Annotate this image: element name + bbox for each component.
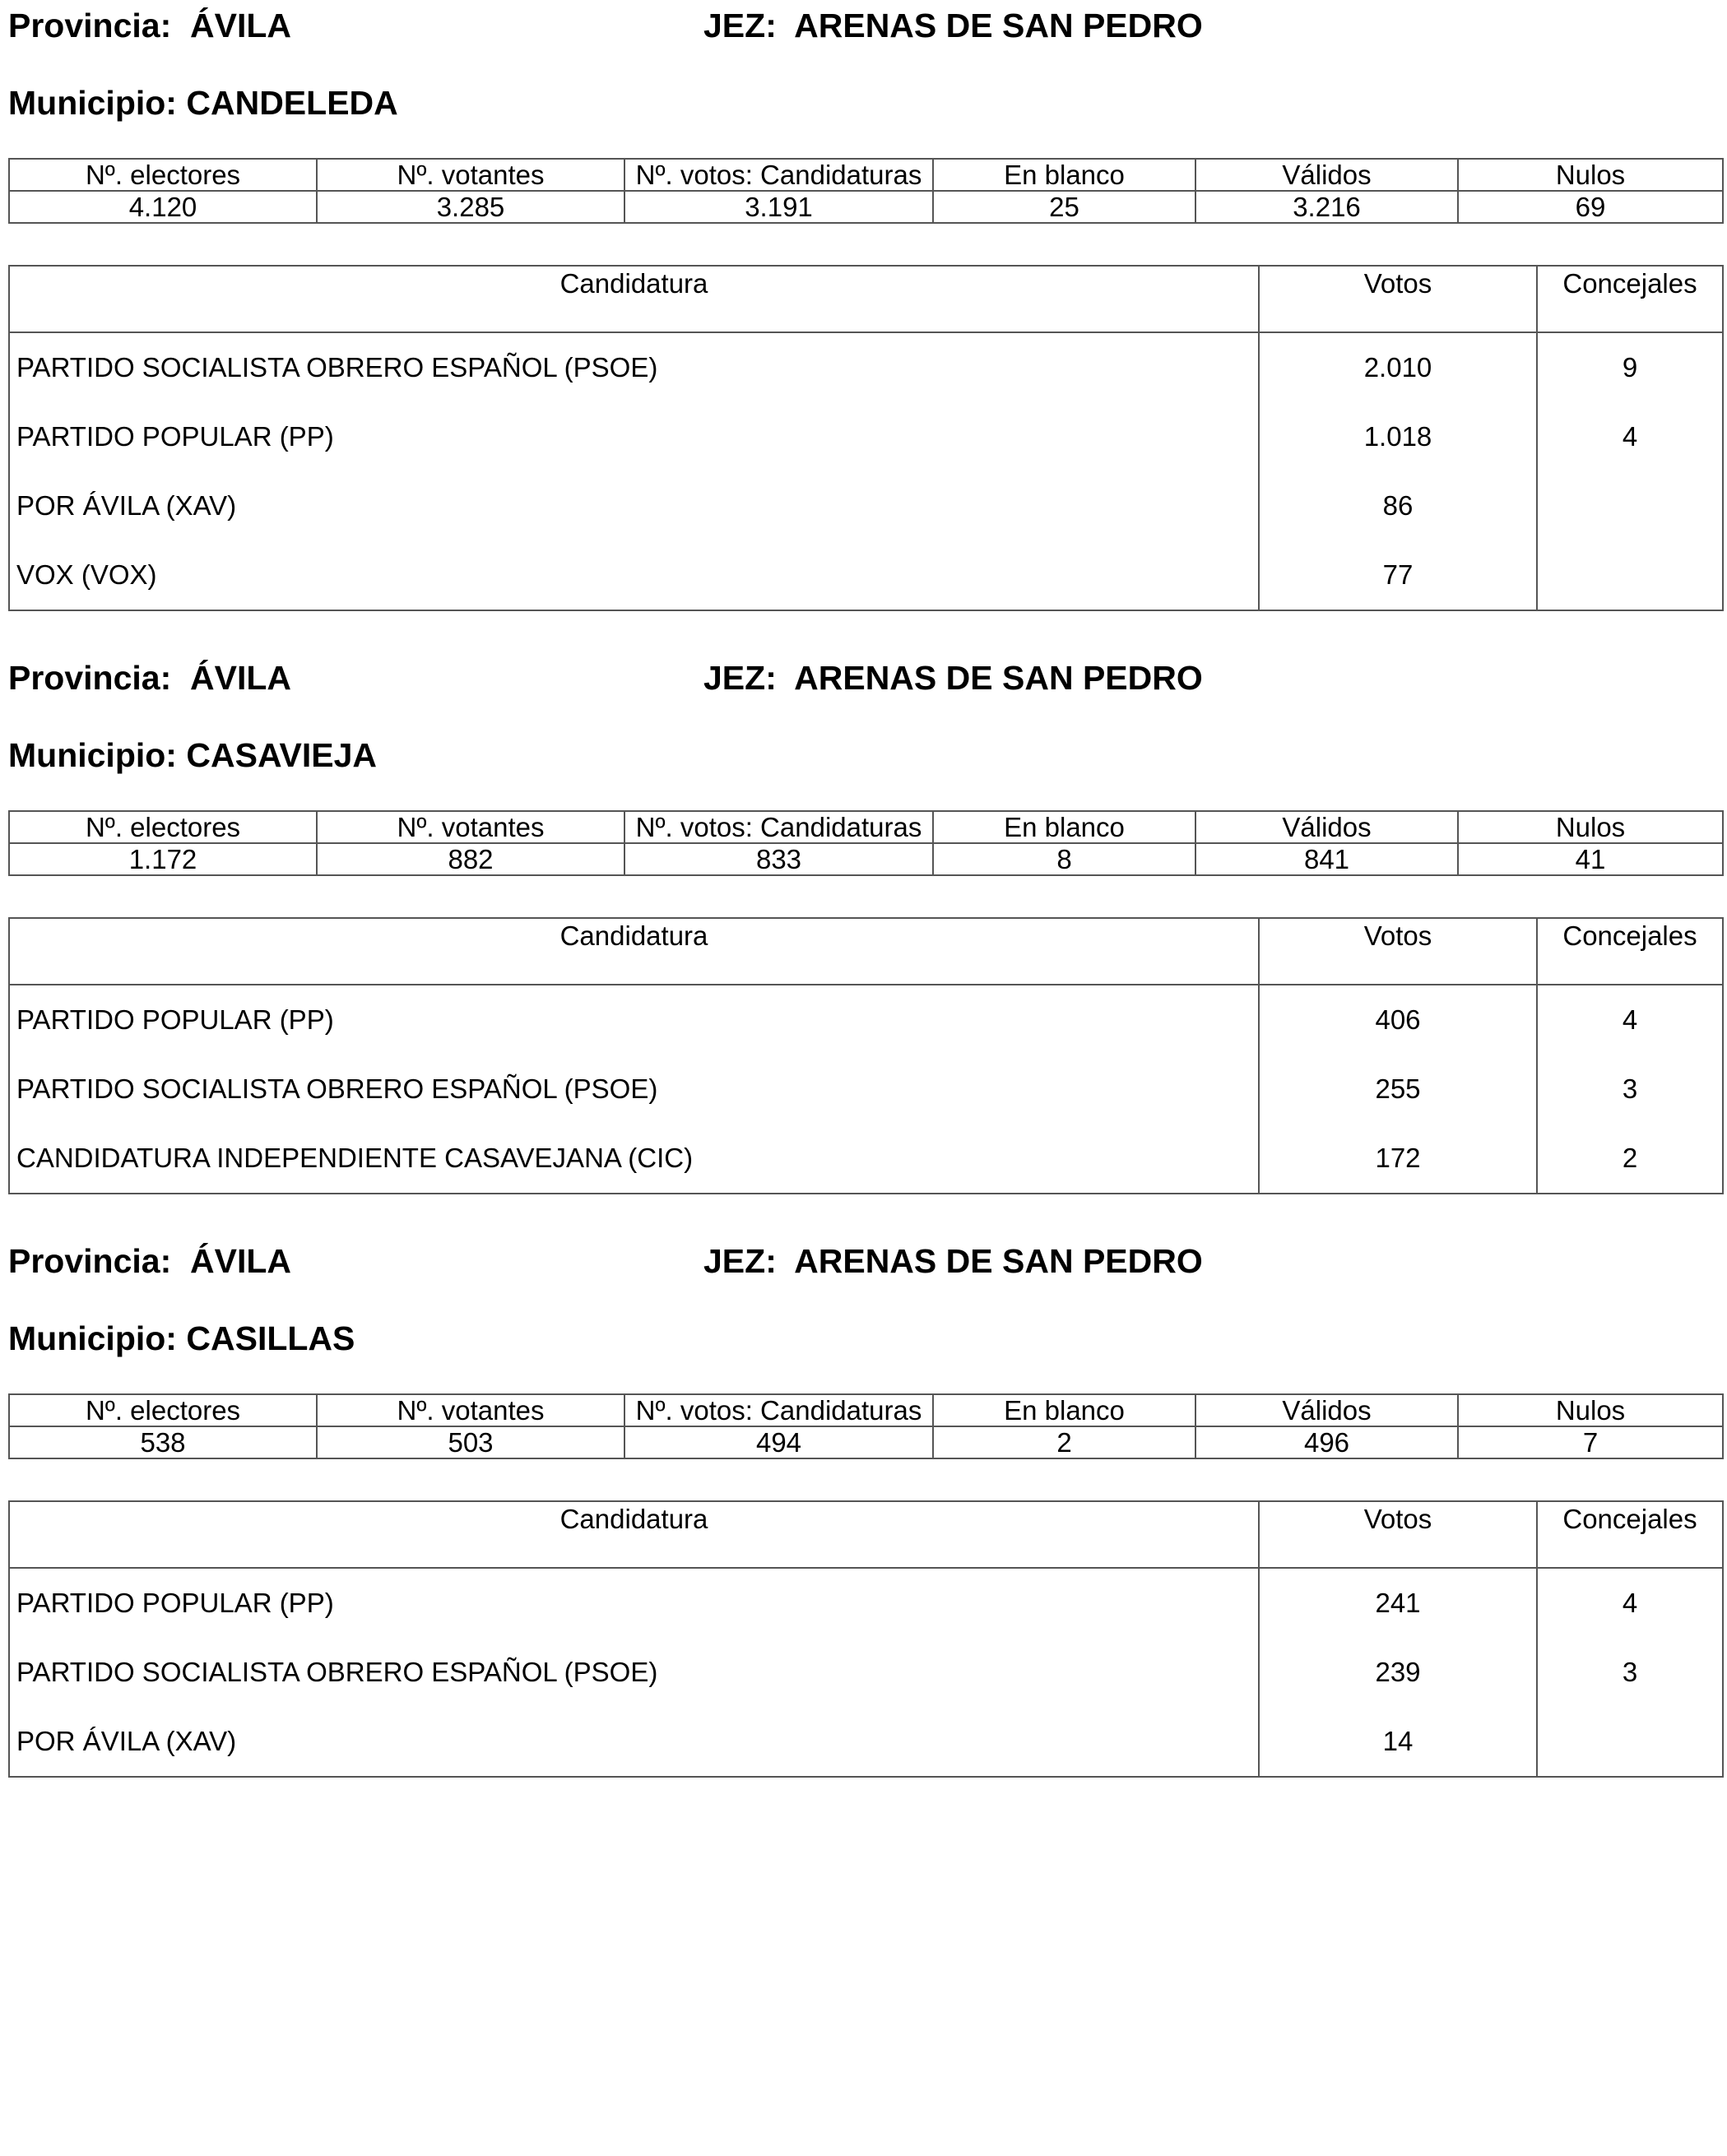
table-row	[9, 1124, 1723, 1194]
table-row	[9, 540, 1723, 610]
value-en-blanco: 8	[933, 843, 1195, 875]
table-row	[9, 1707, 1723, 1777]
header-candidatura: Candidatura	[9, 266, 1259, 332]
header-electores: Nº. electores	[9, 1394, 317, 1426]
party-votes: 1.018	[1259, 402, 1537, 471]
party-seats: 4	[1537, 1568, 1723, 1638]
party-seats: 3	[1537, 1638, 1723, 1707]
header-line	[8, 659, 1720, 700]
party-name: PARTIDO SOCIALISTA OBRERO ESPAÑOL (PSOE)	[9, 1055, 1259, 1124]
results-header-row	[9, 266, 1723, 332]
party-seats	[1537, 540, 1723, 610]
value-votos-candidaturas: 833	[624, 843, 933, 875]
party-seats: 4	[1537, 402, 1723, 471]
header-votos: Votos	[1259, 266, 1537, 332]
header-line	[8, 1242, 1720, 1283]
summary-table	[8, 1393, 1724, 1459]
results-header-row	[9, 918, 1723, 985]
header-validos: Válidos	[1195, 1394, 1458, 1426]
jez-value: ARENAS DE SAN PEDRO	[794, 1242, 1203, 1280]
provincia-value: ÁVILA	[190, 7, 292, 44]
table-row	[9, 985, 1723, 1055]
table-row	[9, 1055, 1723, 1124]
header-candidatura: Candidatura	[9, 918, 1259, 985]
party-seats: 2	[1537, 1124, 1723, 1194]
party-name: PARTIDO POPULAR (PP)	[9, 402, 1259, 471]
header-votos-candidaturas: Nº. votos: Candidaturas	[624, 811, 933, 843]
jez-heading: JEZ: ARENAS DE SAN PEDRO	[703, 7, 1203, 44]
provincia-value: ÁVILA	[190, 659, 292, 697]
header-validos: Válidos	[1195, 811, 1458, 843]
value-votantes: 503	[317, 1426, 624, 1458]
provincia-heading: Provincia: ÁVILA	[8, 659, 292, 697]
header-en-blanco: En blanco	[933, 811, 1195, 843]
summary-table	[8, 810, 1724, 876]
jez-heading: JEZ: ARENAS DE SAN PEDRO	[703, 1242, 1203, 1280]
value-validos: 3.216	[1195, 191, 1458, 223]
header-concejales: Concejales	[1537, 266, 1723, 332]
value-votantes: 3.285	[317, 191, 624, 223]
header-votantes: Nº. votantes	[317, 159, 624, 191]
header-nulos: Nulos	[1458, 1394, 1723, 1426]
value-en-blanco: 2	[933, 1426, 1195, 1458]
summary-header-row	[9, 159, 1723, 191]
party-votes: 241	[1259, 1568, 1537, 1638]
results-header-row	[9, 1501, 1723, 1568]
party-votes: 406	[1259, 985, 1537, 1055]
value-electores: 538	[9, 1426, 317, 1458]
party-votes: 255	[1259, 1055, 1537, 1124]
party-seats	[1537, 1707, 1723, 1777]
table-row	[9, 1568, 1723, 1638]
value-validos: 841	[1195, 843, 1458, 875]
header-nulos: Nulos	[1458, 811, 1723, 843]
header-validos: Válidos	[1195, 159, 1458, 191]
summary-value-row	[9, 1426, 1723, 1458]
provincia-value: ÁVILA	[190, 1242, 292, 1280]
header-concejales: Concejales	[1537, 1501, 1723, 1568]
municipio-value: CASAVIEJA	[186, 736, 378, 774]
value-electores: 1.172	[9, 843, 317, 875]
municipio-value: CANDELEDA	[186, 84, 398, 122]
results-table	[8, 265, 1724, 611]
party-seats: 9	[1537, 332, 1723, 402]
header-votos: Votos	[1259, 1501, 1537, 1568]
value-votos-candidaturas: 494	[624, 1426, 933, 1458]
value-votantes: 882	[317, 843, 624, 875]
results-table	[8, 1500, 1724, 1778]
provincia-heading: Provincia: ÁVILA	[8, 1242, 292, 1280]
party-name: PARTIDO SOCIALISTA OBRERO ESPAÑOL (PSOE)	[9, 1638, 1259, 1707]
header-votos: Votos	[1259, 918, 1537, 985]
table-row	[9, 402, 1723, 471]
header-votos-candidaturas: Nº. votos: Candidaturas	[624, 159, 933, 191]
value-electores: 4.120	[9, 191, 317, 223]
party-votes: 2.010	[1259, 332, 1537, 402]
jez-value: ARENAS DE SAN PEDRO	[794, 7, 1203, 44]
party-name: CANDIDATURA INDEPENDIENTE CASAVEJANA (CIC)	[9, 1124, 1259, 1194]
header-electores: Nº. electores	[9, 811, 317, 843]
header-candidatura: Candidatura	[9, 1501, 1259, 1568]
value-votos-candidaturas: 3.191	[624, 191, 933, 223]
summary-header-row	[9, 1394, 1723, 1426]
party-seats: 3	[1537, 1055, 1723, 1124]
header-en-blanco: En blanco	[933, 159, 1195, 191]
party-name: VOX (VOX)	[9, 540, 1259, 610]
results-table	[8, 917, 1724, 1194]
summary-header-row	[9, 811, 1723, 843]
header-line	[8, 7, 1720, 48]
municipio-heading: Municipio: CASAVIEJA	[8, 736, 378, 774]
party-votes: 86	[1259, 471, 1537, 540]
header-electores: Nº. electores	[9, 159, 317, 191]
party-votes: 239	[1259, 1638, 1537, 1707]
value-validos: 496	[1195, 1426, 1458, 1458]
header-votos-candidaturas: Nº. votos: Candidaturas	[624, 1394, 933, 1426]
header-votantes: Nº. votantes	[317, 811, 624, 843]
party-votes: 172	[1259, 1124, 1537, 1194]
party-seats: 4	[1537, 985, 1723, 1055]
jez-heading: JEZ: ARENAS DE SAN PEDRO	[703, 659, 1203, 697]
table-row	[9, 1638, 1723, 1707]
header-concejales: Concejales	[1537, 918, 1723, 985]
party-name: POR ÁVILA (XAV)	[9, 1707, 1259, 1777]
party-seats	[1537, 471, 1723, 540]
party-name: POR ÁVILA (XAV)	[9, 471, 1259, 540]
value-nulos: 41	[1458, 843, 1723, 875]
party-votes: 14	[1259, 1707, 1537, 1777]
header-nulos: Nulos	[1458, 159, 1723, 191]
party-name: PARTIDO POPULAR (PP)	[9, 1568, 1259, 1638]
municipio-heading: Municipio: CASILLAS	[8, 1319, 355, 1357]
header-en-blanco: En blanco	[933, 1394, 1195, 1426]
jez-value: ARENAS DE SAN PEDRO	[794, 659, 1203, 697]
municipio-heading: Municipio: CANDELEDA	[8, 84, 398, 122]
table-row	[9, 332, 1723, 402]
party-name: PARTIDO POPULAR (PP)	[9, 985, 1259, 1055]
summary-value-row	[9, 191, 1723, 223]
header-votantes: Nº. votantes	[317, 1394, 624, 1426]
value-nulos: 7	[1458, 1426, 1723, 1458]
municipio-value: CASILLAS	[186, 1319, 355, 1357]
summary-table	[8, 158, 1724, 224]
party-votes: 77	[1259, 540, 1537, 610]
value-nulos: 69	[1458, 191, 1723, 223]
table-row	[9, 471, 1723, 540]
party-name: PARTIDO SOCIALISTA OBRERO ESPAÑOL (PSOE)	[9, 332, 1259, 402]
value-en-blanco: 25	[933, 191, 1195, 223]
summary-value-row	[9, 843, 1723, 875]
provincia-heading: Provincia: ÁVILA	[8, 7, 292, 44]
